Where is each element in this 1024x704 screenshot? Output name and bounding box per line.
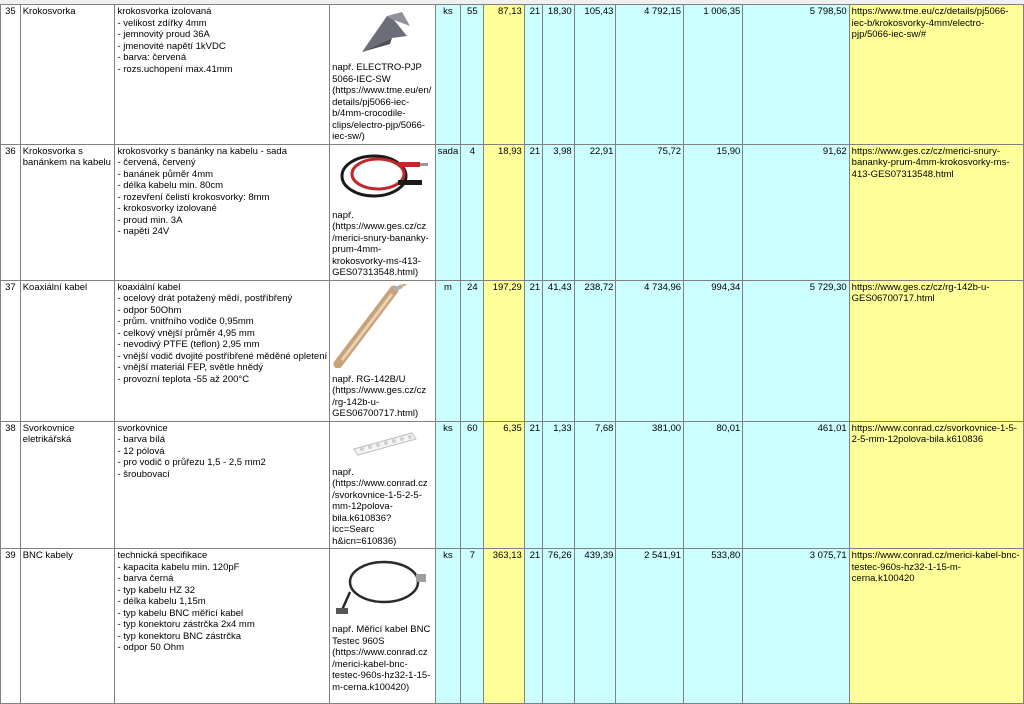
unit-price-cell[interactable]: 87,13 (484, 5, 524, 145)
spec-line: - napětí 24V (117, 226, 170, 237)
image-cell[interactable] (330, 421, 435, 549)
quantity-cell[interactable]: 7 (461, 549, 484, 704)
vat-rate-cell[interactable]: 21 (524, 5, 542, 145)
table-row[interactable] (1, 5, 1024, 145)
link-cell[interactable]: https://www.ges.cz/cz/merici-snury-bananky-prum-4mm-krokosvorky-ms-413-GES07313548.html (849, 144, 1023, 280)
total-cell[interactable]: 4 734,96 (616, 280, 684, 421)
vat-rate-cell[interactable]: 21 (524, 280, 542, 421)
spec-line: - provozní teplota -55 až 200°C (117, 373, 250, 385)
unit-price-cell[interactable]: 197,29 (484, 280, 524, 421)
spec-line: - rozs.uchopení max.41mm (117, 63, 233, 75)
total-with-vat-cell[interactable]: 461,01 (743, 421, 849, 549)
spec-line: - kapacita kabelu min. 120pF (117, 561, 240, 573)
total-cell[interactable]: 381,00 (616, 421, 684, 549)
vat-cell[interactable]: 3,98 (543, 144, 575, 280)
total-cell[interactable]: 75,72 (616, 144, 684, 280)
image-caption: např. RG-142B/U (https://www.ges.cz/cz /rg-142b-u-GES06700717.html) (332, 373, 427, 419)
spec-line: - šroubovací (117, 468, 170, 480)
total-with-vat-cell[interactable]: 91,62 (743, 144, 849, 280)
row-number-cell[interactable]: 39 (1, 549, 21, 704)
image-caption: např. Měřicí kabel BNC Testec 960S (https://www.conrad.cz /merici-kabel-bnc-testec-960s-hz32-1-15-m-cerna.k100420) (332, 624, 431, 693)
crocodile-clip-photo-icon (332, 8, 432, 58)
test-leads-photo-icon (332, 148, 432, 206)
table-row[interactable] (1, 549, 1024, 704)
image-caption: např. (https://www.conrad.cz /svorkovnice-1-5-2-5-mm-12polova-bila.k610836?icc=Searc h&icn=610836) (332, 466, 428, 547)
spec-line: - pro vodič o průřezu 1,5 - 2,5 mm2 (117, 457, 266, 468)
total-vat-cell[interactable]: 994,34 (684, 280, 743, 421)
price-with-vat-cell[interactable]: 439,39 (574, 549, 616, 704)
specification-cell[interactable] (115, 144, 330, 280)
spec-line: krokosvorka izolovaná (117, 6, 212, 17)
spec-line: - barva černá (117, 573, 174, 584)
total-vat-cell[interactable]: 15,90 (684, 144, 743, 280)
quantity-cell[interactable]: 55 (461, 5, 484, 145)
vat-cell[interactable]: 76,26 (543, 549, 575, 704)
table-row[interactable] (1, 421, 1024, 549)
link-cell[interactable]: https://www.conrad.cz/merici-kabel-bnc-testec-960s-hz32-1-15-m-cerna.k100420 (849, 549, 1023, 704)
specification-cell[interactable] (115, 5, 330, 145)
price-with-vat-cell[interactable]: 238,72 (574, 280, 616, 421)
specification-cell[interactable] (115, 549, 330, 704)
vat-rate-cell[interactable]: 21 (524, 549, 542, 704)
spec-line: - typ kabelu BNC měřicí kabel (117, 607, 244, 619)
spec-line: - banánek půměr 4mm (117, 168, 214, 180)
table-row[interactable] (1, 280, 1024, 421)
unit-price-cell[interactable]: 18,93 (484, 144, 524, 280)
spec-line: - ocelový drát potažený mědí, postříbřený (117, 293, 293, 304)
vat-cell[interactable]: 41,43 (543, 280, 575, 421)
total-vat-cell[interactable]: 80,01 (684, 421, 743, 549)
spec-line: koaxiální kabel (117, 281, 181, 293)
link-cell[interactable]: https://www.ges.cz/cz/rg-142b-u-GES06700717.html (849, 280, 1023, 421)
total-vat-cell[interactable]: 533,80 (684, 549, 743, 704)
price-with-vat-cell[interactable]: 105,43 (574, 5, 616, 145)
spec-line: - prům. vnitřního vodiče 0,95mm (117, 316, 254, 327)
spec-line: - 12 pólová (117, 445, 165, 457)
specification-cell[interactable] (115, 280, 330, 421)
unit-price-cell[interactable]: 363,13 (484, 549, 524, 704)
spec-line: - typ konektoru zástrčka 2x4 mm (117, 619, 255, 630)
total-cell[interactable]: 4 792,15 (616, 5, 684, 145)
spec-line: - celkový vnější průměr 4,95 mm (117, 327, 255, 339)
item-name-cell[interactable]: Krokosvorka s banánkem na kabelu (20, 144, 115, 280)
spreadsheet-table (0, 4, 1024, 704)
spec-line: - typ kabelu HZ 32 (117, 584, 196, 596)
quantity-cell[interactable]: 4 (461, 144, 484, 280)
image-caption: např. ELECTRO-PJP 5066-IEC-SW (https://www.tme.eu/en/ details/pj5066-iec-b/4mm-crocodile-clips/electro-pjp/5066-iec-sw/) (332, 62, 432, 142)
image-cell[interactable] (330, 144, 435, 280)
row-number-cell[interactable]: 38 (1, 421, 21, 549)
unit-cell[interactable]: ks (435, 5, 461, 145)
vat-cell[interactable]: 1,33 (543, 421, 575, 549)
vat-rate-cell[interactable]: 21 (524, 144, 542, 280)
image-cell[interactable] (330, 5, 435, 145)
total-vat-cell[interactable]: 1 006,35 (684, 5, 743, 145)
unit-cell[interactable]: ks (435, 421, 461, 549)
price-with-vat-cell[interactable]: 22,91 (574, 144, 616, 280)
spec-line: - nevodivý PTFE (teflon) 2,95 mm (117, 339, 260, 350)
spec-line: - barva: červená (117, 52, 187, 63)
total-with-vat-cell[interactable]: 5 729,30 (743, 280, 849, 421)
specification-cell[interactable] (115, 421, 330, 549)
spec-line: - odpor 50 Ohm (117, 642, 185, 653)
image-cell[interactable] (330, 280, 435, 421)
vat-cell[interactable]: 18,30 (543, 5, 575, 145)
item-name-cell[interactable]: Koaxiální kabel (20, 280, 115, 421)
quantity-cell[interactable]: 24 (461, 280, 484, 421)
row-number-cell[interactable]: 37 (1, 280, 21, 421)
unit-cell[interactable]: ks (435, 549, 461, 704)
spec-line: - délka kabelu 1,15m (117, 596, 206, 607)
spec-line: - typ konektoru BNC zástrčka (117, 630, 242, 642)
table-row[interactable] (1, 144, 1024, 280)
total-with-vat-cell[interactable]: 5 798,50 (743, 5, 849, 145)
link-cell[interactable]: https://www.conrad.cz/svorkovnice-1-5-2-5-mm-12polova-bila.k610836 (849, 421, 1023, 549)
terminal-block-photo-icon (332, 425, 432, 463)
spec-line: - proud min. 3A (117, 214, 183, 226)
spec-line: - jemnovitý proud 36A (117, 29, 210, 40)
spec-line: - délka kabelu min. 80cm (117, 180, 224, 191)
spec-line: - jmenovité napětí 1kVDC (117, 40, 226, 52)
spec-line: krokosvorky s banánky na kabelu - sada (117, 145, 287, 157)
quantity-cell[interactable]: 60 (461, 421, 484, 549)
bnc-cable-photo-icon (332, 552, 432, 620)
spec-line: technická specifikace (117, 550, 208, 561)
spec-line: - vnější materiál FEP, světle hnědý (117, 362, 264, 373)
price-with-vat-cell[interactable]: 7,68 (574, 421, 616, 549)
spec-line: svorkovnice (117, 422, 168, 434)
unit-cell[interactable]: sada (435, 144, 461, 280)
unit-cell[interactable]: m (435, 280, 461, 421)
link-cell[interactable]: https://www.tme.eu/cz/details/pj5066-iec-b/krokosvorky-4mm/electro-pjp/5066-iec-sw/# (849, 5, 1023, 145)
item-name-cell[interactable]: Svorkovnice eletrikářská (20, 421, 115, 549)
spec-line: - vnější vodič dvojité postříbřené měděné opletení (117, 350, 328, 362)
spec-line: - krokosvorky izolované (117, 203, 217, 214)
total-cell[interactable]: 2 541,91 (616, 549, 684, 704)
spec-line: - rozevření čelistí krokosvorky: 8mm (117, 191, 270, 203)
item-name-cell[interactable]: BNC kabely (20, 549, 115, 704)
image-cell[interactable] (330, 549, 435, 704)
item-name-cell[interactable]: Krokosvorka (20, 5, 115, 145)
row-number-cell[interactable]: 36 (1, 144, 21, 280)
coaxial-cable-photo-icon (332, 284, 432, 370)
total-with-vat-cell[interactable]: 3 075,71 (743, 549, 849, 704)
row-number-cell[interactable]: 35 (1, 5, 21, 145)
vat-rate-cell[interactable]: 21 (524, 421, 542, 549)
unit-price-cell[interactable]: 6,35 (484, 421, 524, 549)
spec-line: - červená, červený (117, 157, 196, 168)
spec-line: - velikost zdířky 4mm (117, 17, 207, 29)
image-caption: např. (https://www.ges.cz/cz /merici-snury-bananky-prum-4mm-krokosvorky-ms-413-GES07313548.html) (332, 209, 429, 278)
spec-line: - barva bílá (117, 434, 165, 445)
spec-line: - odpor 50Ohm (117, 304, 182, 316)
